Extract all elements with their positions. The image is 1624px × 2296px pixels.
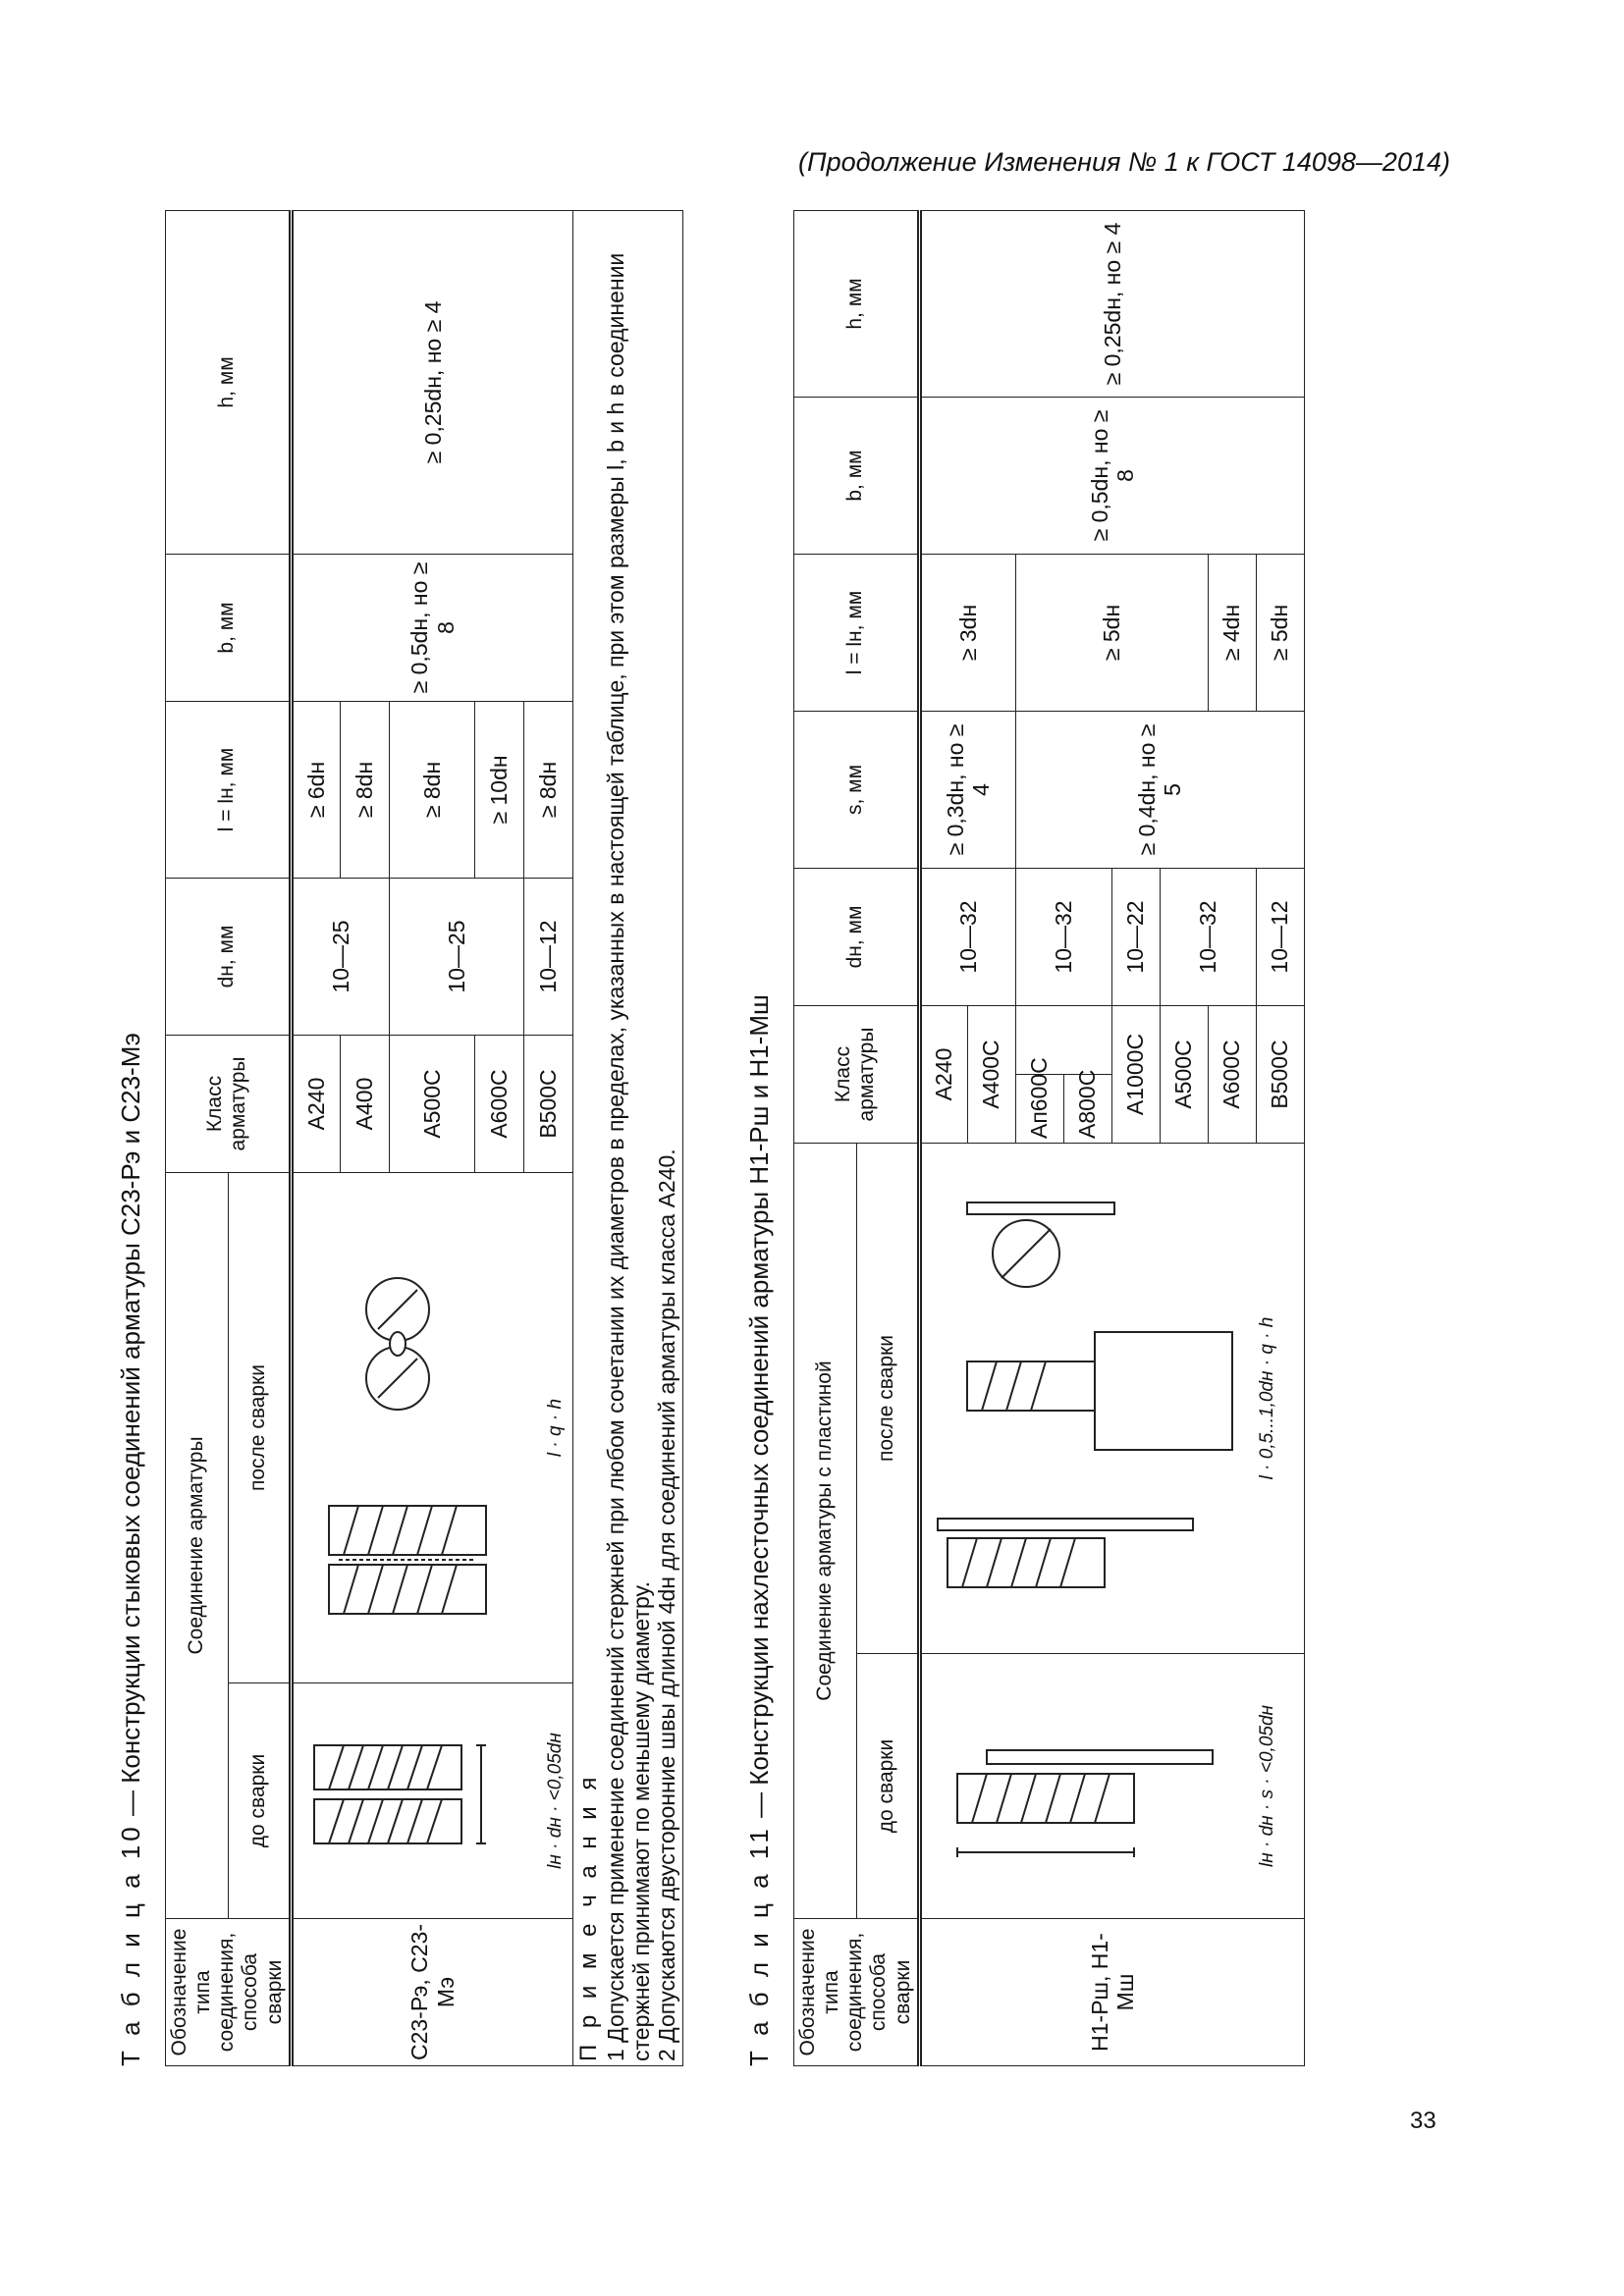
t11-hdr-s: s, мм xyxy=(794,712,920,869)
t11-dn-4: 10—12 xyxy=(1256,869,1304,1006)
t10-designation: С23-Рэ, С23-Мэ xyxy=(291,1919,572,2066)
t11-hdr-b: b, мм xyxy=(794,398,920,555)
table11-block xyxy=(744,211,1294,2066)
t10-dn-2: 10—25 xyxy=(389,878,523,1035)
fig11-label-q: q xyxy=(1257,1344,1278,1355)
t11-dn-1: 10—32 xyxy=(1015,869,1111,1006)
t10-l-4: ≥ 8dн xyxy=(523,701,572,878)
t10-class-3: А600С xyxy=(474,1035,523,1172)
note-2: 2 Допускаются двусторонние швы длиной 4dн для соединений арматуры класса А240. xyxy=(654,1148,680,2061)
t11-hdr-connection: Соединение арматуры с пластиной xyxy=(794,1144,857,1919)
t11-class-3: А800С xyxy=(1063,1075,1111,1144)
t11-fig-before: lн · dн · s · <0,05dн xyxy=(919,1654,1304,1919)
t11-h: ≥ 0,25dн, но ≥ 4 xyxy=(919,211,1304,398)
t11-dn-0: 10—32 xyxy=(919,869,1015,1006)
butt-joint-before-drawing xyxy=(299,1686,540,1912)
t11-l-0: ≥ 3dн xyxy=(919,555,1015,712)
t11-hdr-dn: dн, мм xyxy=(794,869,920,1006)
running-header: (Продолжение Изменения № 1 к ГОСТ 14098—2014) xyxy=(798,147,1450,177)
t10-hdr-b: b, мм xyxy=(166,554,292,701)
fig11-label-gap: <0,05dн xyxy=(1257,1705,1278,1774)
table11 xyxy=(793,210,1305,2066)
fig11-label-s: s xyxy=(1257,1789,1278,1799)
t11-class-7: В500С xyxy=(1256,1006,1304,1144)
fig11-label-l: l xyxy=(1257,1475,1278,1480)
t10-hdr-dn: dн, мм xyxy=(166,878,292,1035)
t11-s-0: ≥ 0,3dн, но ≥ 4 xyxy=(919,712,1015,869)
table10-block xyxy=(116,211,680,2066)
fig-label-d: dн xyxy=(545,1817,567,1839)
t10-hdr-connection: Соединение арматуры xyxy=(166,1172,229,1918)
fig-label-q: q xyxy=(545,1425,567,1436)
notes-title: П р и м е ч а н и я xyxy=(574,1772,602,2061)
t11-hdr-designation: Обозначение типа соединения, способа сварки xyxy=(794,1919,920,2066)
t11-class-6: А600С xyxy=(1208,1006,1256,1144)
t10-hdr-h: h, мм xyxy=(166,210,292,554)
t10-hdr-class: Класс арматуры xyxy=(166,1035,292,1172)
t10-fig-after: l · q · h xyxy=(291,1172,572,1682)
t11-l-3: ≥ 5dн xyxy=(1256,555,1304,712)
t11-hdr-h: h, мм xyxy=(794,211,920,398)
t10-class-1: А400 xyxy=(340,1035,389,1172)
t10-class-2: А500С xyxy=(389,1035,474,1172)
t11-designation: Н1-Рш, Н1-Мш xyxy=(919,1919,1304,2066)
t10-dn-4: 10—12 xyxy=(523,878,572,1035)
t10-fig-before: lн · dн · <0,05dн xyxy=(291,1683,572,1919)
t11-dn-2: 10—22 xyxy=(1111,869,1160,1006)
fig-label-l: l xyxy=(545,1452,567,1458)
lap-joint-after-drawing xyxy=(928,1150,1252,1646)
t10-l-0: ≥ 6dн xyxy=(291,701,340,878)
t10-hdr-designation: Обозначение типа соединения, способа сварки xyxy=(166,1919,292,2066)
t10-l-2: ≥ 8dн xyxy=(389,701,474,878)
butt-joint-after-drawing xyxy=(299,1183,540,1674)
t10-hdr-before: до сварки xyxy=(228,1683,291,1919)
t10-dn-0: 10—25 xyxy=(291,878,389,1035)
t11-hdr-class: Класс арматуры xyxy=(794,1006,920,1144)
t10-class-0: А240 xyxy=(291,1035,340,1172)
t11-class-5: А500С xyxy=(1160,1006,1208,1144)
lap-joint-before-drawing xyxy=(928,1661,1252,1911)
t11-class-2: Ап600С xyxy=(1015,1075,1063,1144)
t10-notes xyxy=(572,210,682,2065)
t11-hdr-l: l = lн, мм xyxy=(794,555,920,712)
t11-hdr-before: до сварки xyxy=(856,1654,919,1919)
fig11-label-h: h xyxy=(1257,1316,1278,1328)
fig11-label-range: 0,5...1,0dн xyxy=(1257,1370,1278,1460)
t10-hdr-l: l = lн, мм xyxy=(166,701,292,878)
t10-h: ≥ 0,25dн, но ≥ 4 xyxy=(291,210,572,554)
t11-class-1: А400С xyxy=(967,1006,1015,1144)
t10-class-4: В500С xyxy=(523,1035,572,1172)
t11-dn-3: 10—32 xyxy=(1160,869,1256,1006)
table10 xyxy=(165,210,683,2066)
t11-l-2: ≥ 4dн xyxy=(1208,555,1256,712)
t11-hdr-after: после сварки xyxy=(856,1144,919,1654)
t10-hdr-after: после сварки xyxy=(228,1172,291,1682)
t11-l-1: ≥ 5dн xyxy=(1015,555,1208,712)
table11-caption: Т а б л и ц а 11 — Конструкции нахлесточных соединений арматуры Н1-Рш и Н1-Мш xyxy=(744,994,774,2066)
fig-label-gap: <0,05dн xyxy=(545,1733,567,1801)
t10-l-3: ≥ 10dн xyxy=(474,701,523,878)
t11-class-4: А1000С xyxy=(1111,1006,1160,1144)
t11-fig-after: l · 0,5...1,0dн · q · h xyxy=(919,1144,1304,1654)
fig11-label-d: dн xyxy=(1257,1815,1278,1837)
t11-b: ≥ 0,5dн, но ≥ 8 xyxy=(919,398,1304,555)
t11-class-0: А240 xyxy=(919,1006,967,1144)
note-1: 1 Допускается применение соединений стержней при любом сочетании их диаметров в пределах, указанных в настоящей таблице, при этом размеры l, b и h в соединении стержней принимают по меньшему диаметру. xyxy=(602,252,655,2061)
fig-label-h: h xyxy=(545,1398,567,1410)
t11-s-1: ≥ 0,4dн, но ≥ 5 xyxy=(1015,712,1304,869)
fig-label-lh: lн xyxy=(545,1854,567,1869)
t10-l-1: ≥ 8dн xyxy=(340,701,389,878)
table10-caption: Т а б л и ц а 10 — Конструкции стыковых соединений арматуры С23-Рэ и С23-Мэ xyxy=(116,1033,145,2066)
fig11-label-lh: lн xyxy=(1257,1852,1278,1867)
page-number: 33 xyxy=(1410,2108,1436,2134)
t10-b: ≥ 0,5dн, но ≥ 8 xyxy=(291,554,572,701)
